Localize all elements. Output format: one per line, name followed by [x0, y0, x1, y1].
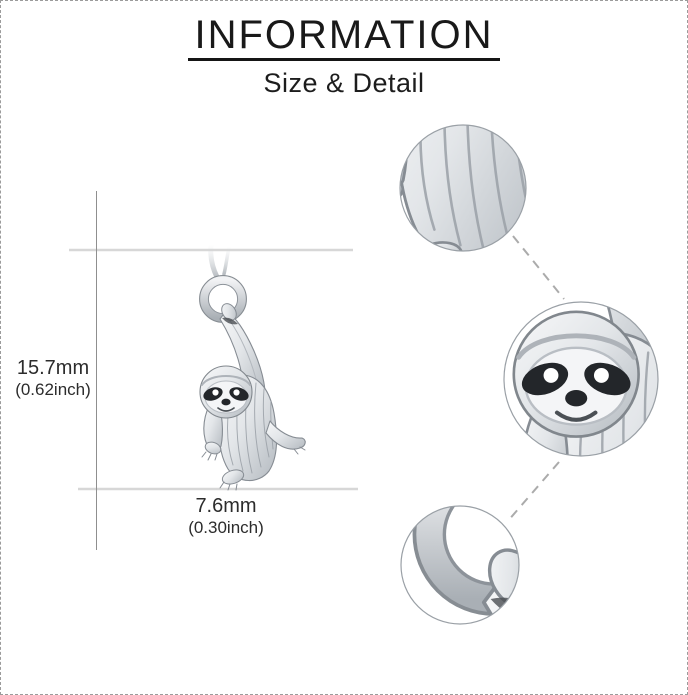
illustration-canvas	[1, 1, 688, 695]
page-subtitle: Size & Detail	[263, 68, 425, 98]
width-inch-value: (0.30inch)	[188, 518, 264, 537]
sloth-charm-illustration	[200, 245, 306, 490]
detail-circle-face-closeup	[504, 21, 688, 609]
width-mm-value: 7.6mm	[195, 495, 257, 517]
page-title: INFORMATION	[194, 13, 494, 57]
height-inch-value: (0.62inch)	[15, 380, 91, 399]
height-mm-value: 15.7mm	[16, 357, 90, 379]
detail-circle-fur-closeup	[348, 1, 623, 295]
connector-middle-to-bottom	[507, 462, 559, 522]
connector-top-to-middle	[513, 236, 564, 299]
